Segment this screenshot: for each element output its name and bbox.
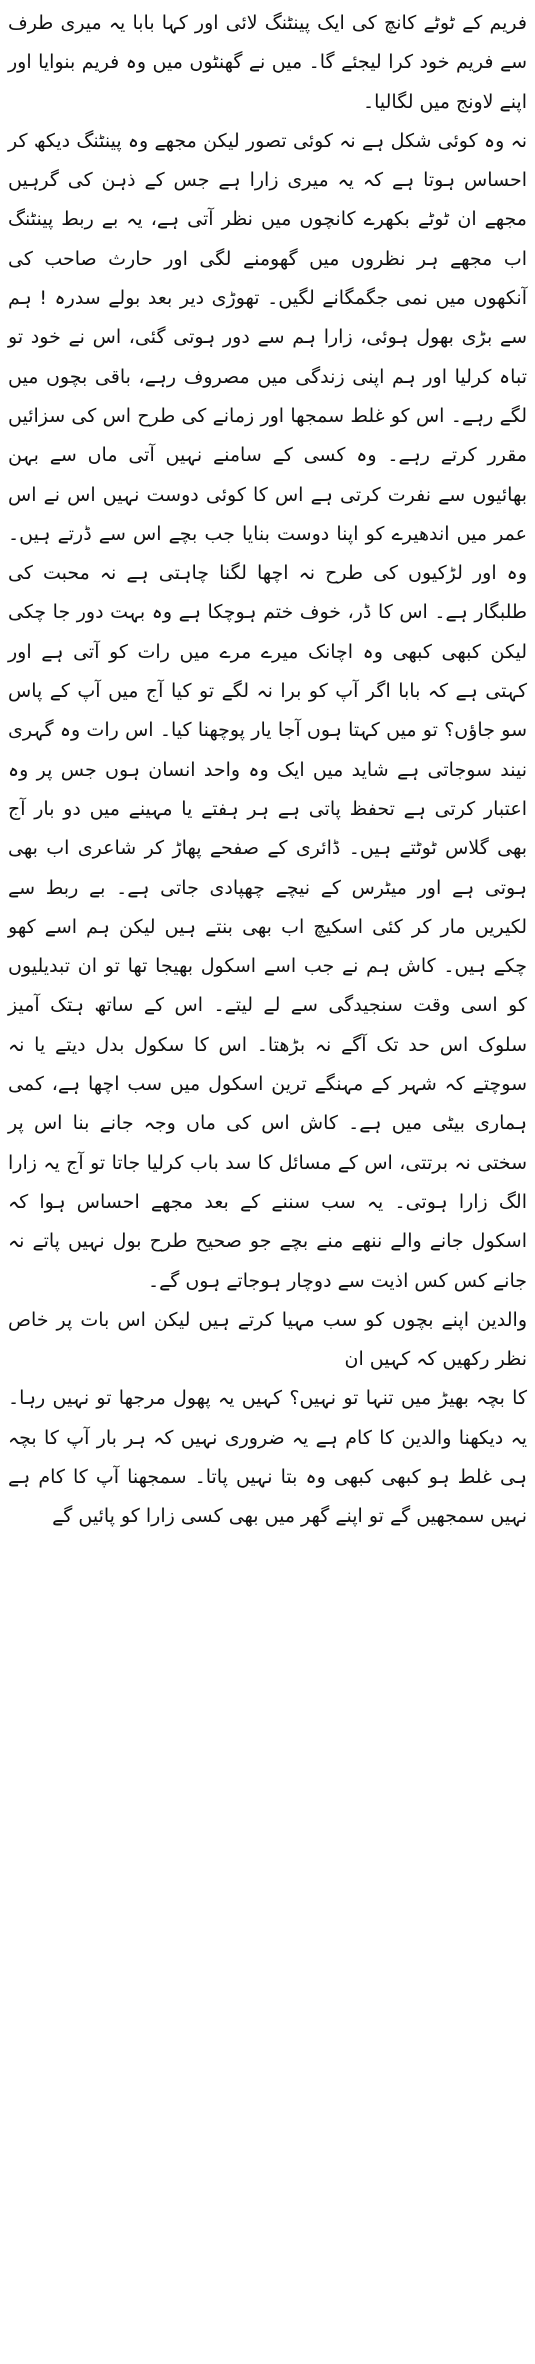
paragraph-4: کا بچہ بھیڑ میں تنہا تو نہیں؟ کہیں یہ پھول مرجھا تو نہیں رہا۔ یہ دیکھنا والدین کا کام ہے یہ ضروری نہیں کہ ہر بار آپ کا بچہ ہی غلط ہو کبھی کبھی وہ بتا نہیں پاتا۔ سمجھنا آپ کا کام ہے نہیں سمجھیں گے تو اپنے گھر میں بھی کسی زارا کو پائیں گے (8, 1387, 527, 1528)
paragraph-2: نہ وہ کوئی شکل ہے نہ کوئی تصور لیکن مجھے وہ پینٹنگ دیکھ کر احساس ہوتا ہے کہ یہ میری زارا ہے جس کے ذہن کی گرہیں مجھے ان ٹوٹے بکھرے کانچوں میں نظر آتی ہے، یہ بے ربط پینٹنگ اب مجھے ہر نظروں میں گھومنے لگی اور حارث صاحب کی آنکھوں میں نمی جگمگانے لگیں۔ تھوڑی دیر بعد بولے سدرہ ! ہم سے بڑی بھول ہوئی، زارا ہم سے دور ہوتی گئی، اس نے خود تو تباہ کرلیا اور ہم اپنی زندگی میں مصروف رہے، باقی بچوں میں لگے رہے۔ اس کو غلط سمجھا اور زمانے کی طرح اس کی سزائیں مقرر کرتے رہے۔ وہ کسی کے سامنے نہیں آتی ماں سے بہن بھائیوں سے نفرت کرتی ہے اس کا کوئی دوست نہیں اس نے اس عمر میں اندھیرے کو اپنا دوست بنایا جب بچے اس سے ڈرتے ہیں۔ وہ اور لڑکیوں کی طرح نہ اچھا لگنا چاہتی ہے نہ محبت کی طلبگار ہے۔ اس کا ڈر، خوف ختم ہوچکا ہے وہ بہت دور جا چکی لیکن کبھی کبھی وہ اچانک میرے مرے میں رات کو آتی ہے اور کہتی ہے کہ بابا اگر آپ کو برا نہ لگے تو کیا آج میں آپ کے پاس سو جاؤں؟ تو میں کہتا ہوں آجا یار پوچھنا کیا۔ اس رات وہ گہری نیند سوجاتی ہے شاید میں ایک وہ واحد انسان ہوں جس پر وہ اعتبار کرتی ہے تحفظ پاتی ہے ہر ہفتے یا مہینے میں دو بار آج بھی گلاس ٹوٹتے ہیں۔ ڈائری کے صفحے پھاڑ کر شاعری اب بھی ہوتی ہے اور میٹرس کے نیچے چھپادی جاتی ہے۔ بے ربط سے لکیریں مار کر کئی اسکیچ اب بھی بنتے ہیں لیکن ہم اسے کھو چکے ہیں۔ کاش ہم نے جب اسے اسکول بھیجا تھا تو ان تبدیلیوں کو اسی وقت سنجیدگی سے لے لیتے۔ اس کے ساتھ ہتک آمیز سلوک اس حد تک آگے نہ بڑھتا۔ اس کا سکول بدل دیتے یا نہ سوچتے کہ شہر کے مہنگے ترین اسکول میں سب اچھا ہے، کمی ہماری بیٹی میں ہے۔ کاش اس کی ماں وجہ جانے بنا اس پر سختی نہ برتتی، اس کے مسائل کا سد باب کرلیا جاتا تو آج یہ زارا الگ زارا ہوتی۔ یہ سب سننے کے بعد مجھے احساس ہوا کہ اسکول جانے والے ننھے منے بچے جو صحیح طرح بول نہیں پاتے نہ جانے کس کس اذیت سے دوچار ہوجاتے ہوں گے۔ (8, 129, 527, 1292)
paragraph-3: والدین اپنے بچوں کو سب مہیا کرتے ہیں لیکن اس بات پر خاص نظر رکھیں کہ کہیں ان (8, 1308, 527, 1371)
article-body (8, 4, 527, 1537)
paragraph-1: فریم کے ٹوٹے کانچ کی ایک پینٹنگ لائی اور کہا بابا یہ میری طرف سے فریم خود کرا لیجئے گا۔ میں نے گھنٹوں میں وہ فریم بنوایا اور اپنے لاونج میں لگالیا۔ (8, 12, 527, 113)
